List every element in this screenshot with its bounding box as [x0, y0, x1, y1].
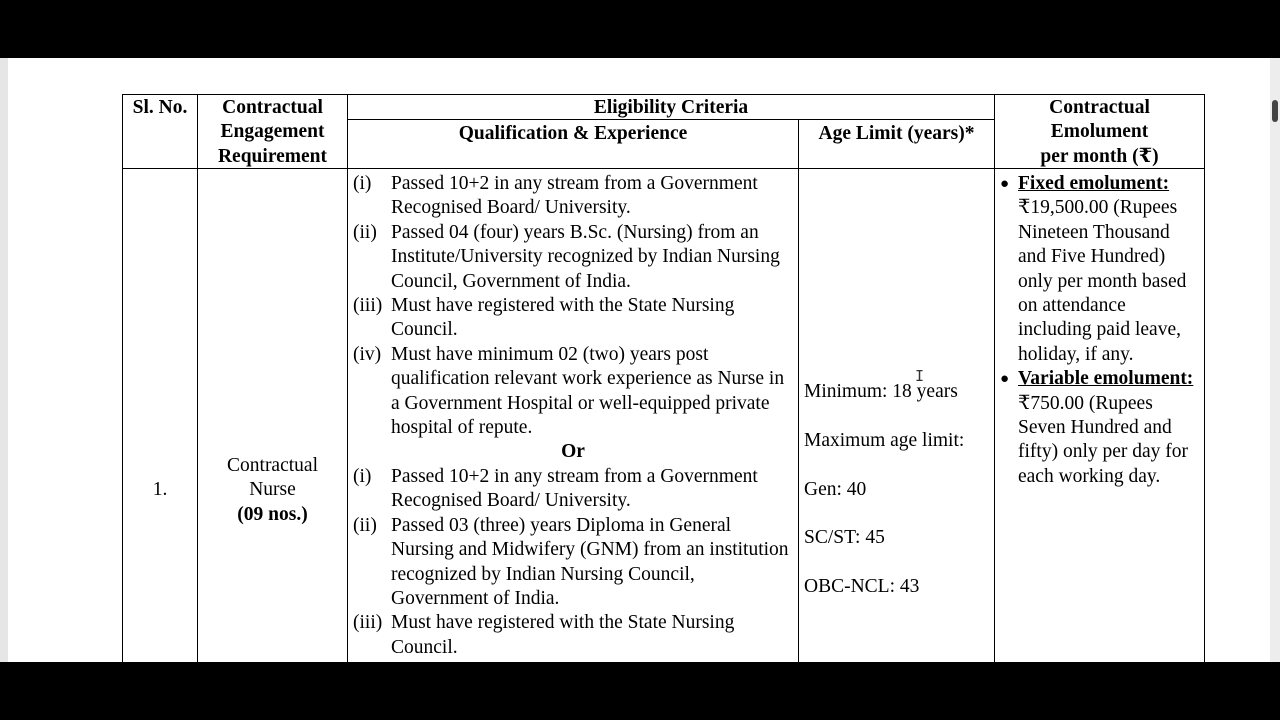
age-gen: Gen: 40 — [804, 478, 867, 500]
post-name-line-1: Contractual — [227, 455, 318, 476]
table-border-col3 — [798, 119, 799, 662]
fixed-emolument-text: ₹19,500.00 (Rupees Nineteen Thousand and Five Hundred) only per month based on attendance including paid leave, holiday, if any. — [1018, 197, 1187, 365]
age-obc-ncl: OBC-NCL: 43 — [804, 576, 920, 598]
document-page — [8, 58, 1270, 662]
header-emolument — [995, 96, 1204, 169]
row-sl-no: 1. — [152, 479, 168, 500]
qualification-item — [353, 172, 793, 221]
header-emolument-line-2: Emolument — [1050, 121, 1149, 143]
header-emolument-line-1: Contractual — [1049, 97, 1150, 118]
qualification-item — [353, 611, 793, 660]
qualification-item — [353, 465, 793, 514]
emolument-cell — [998, 172, 1198, 489]
qualification-item-text: Must have registered with the State Nursing Council. — [391, 295, 735, 341]
variable-emolument-text: ₹750.00 (Rupees Seven Hundred and fifty) only per day for each working day. — [1018, 392, 1189, 487]
qualification-item — [353, 514, 793, 612]
header-qualification: Qualification & Experience — [458, 123, 688, 144]
qualification-item-number: (ii) — [353, 514, 377, 536]
qualification-or-separator: Or — [561, 441, 585, 463]
table-border-col1 — [197, 94, 198, 662]
bullet-icon: ● — [1000, 371, 1010, 388]
qualification-item — [353, 294, 793, 343]
age-sc-st: SC/ST: 45 — [804, 527, 885, 549]
table-border-left — [122, 94, 123, 662]
table-border-col2 — [347, 94, 348, 662]
qualification-item-text: Passed 10+2 in any stream from a Government Recognised Board/ University. — [391, 465, 758, 512]
qualification-item — [353, 343, 793, 441]
variable-emolument-item — [998, 367, 1198, 489]
row-post — [198, 454, 347, 527]
header-contractual-engagement-line-2: Engagement — [220, 121, 325, 143]
table-border-top — [122, 94, 1205, 95]
post-name-line-2: Nurse — [249, 479, 296, 501]
fixed-emolument-item — [998, 172, 1198, 367]
header-age-limit: Age Limit (years)* — [818, 123, 975, 144]
qualification-item-number: (iii) — [353, 295, 383, 317]
header-contractual-engagement-line-3: Requirement — [217, 145, 328, 167]
table-border-col4 — [994, 94, 995, 662]
qualification-item-number: (iv) — [353, 343, 382, 365]
age-minimum: Minimum: 18 years — [804, 381, 958, 402]
scrollbar-thumb[interactable] — [1272, 100, 1278, 122]
qualification-list — [353, 172, 793, 660]
header-eligibility-criteria: Eligibility Criteria — [593, 97, 749, 118]
header-emolument-line-3: per month (₹) — [1040, 145, 1159, 167]
bullet-icon: ● — [1000, 176, 1010, 192]
variable-emolument-label: Variable emolument: — [1018, 368, 1194, 390]
fixed-emolument-label: Fixed emolument: — [1018, 173, 1170, 194]
qualification-item-text: Passed 04 (four) years B.Sc. (Nursing) from an Institute/University recognized by Indian Nursing Council, Government of India. — [391, 221, 780, 292]
text-cursor-icon: I — [915, 367, 925, 385]
age-maximum-label: Maximum age limit: — [804, 429, 965, 451]
header-contractual-engagement — [198, 96, 347, 169]
qualification-item-text: Passed 03 (three) years Diploma in General Nursing and Midwifery (GNM) from an institution recognized by Indian Nursing Council, Government of India. — [391, 514, 789, 609]
table-border-right — [1204, 94, 1205, 662]
qualification-item-number: (iii) — [353, 612, 383, 634]
post-count: (09 nos.) — [237, 503, 308, 525]
qualification-item-text: Passed 10+2 in any stream from a Government Recognised Board/ University. — [391, 173, 758, 219]
qualification-item-number: (ii) — [353, 221, 377, 243]
header-contractual-engagement-line-1: Contractual — [222, 97, 323, 118]
qualification-item — [353, 221, 793, 294]
qualification-item-number: (i) — [353, 465, 372, 487]
vertical-scrollbar[interactable] — [1270, 58, 1280, 662]
qualification-item-number: (i) — [353, 173, 372, 194]
document-viewer — [0, 58, 1280, 662]
header-sl-no: Sl. No. — [132, 97, 188, 118]
qualification-item-text: Must have minimum 02 (two) years post qualification relevant work experience as Nurse in a Government Hospital or well-equipped private hospital of repute. — [391, 343, 785, 439]
age-limit-cell — [804, 380, 992, 600]
qualification-item-text: Must have registered with the State Nursing Council. — [391, 612, 735, 658]
